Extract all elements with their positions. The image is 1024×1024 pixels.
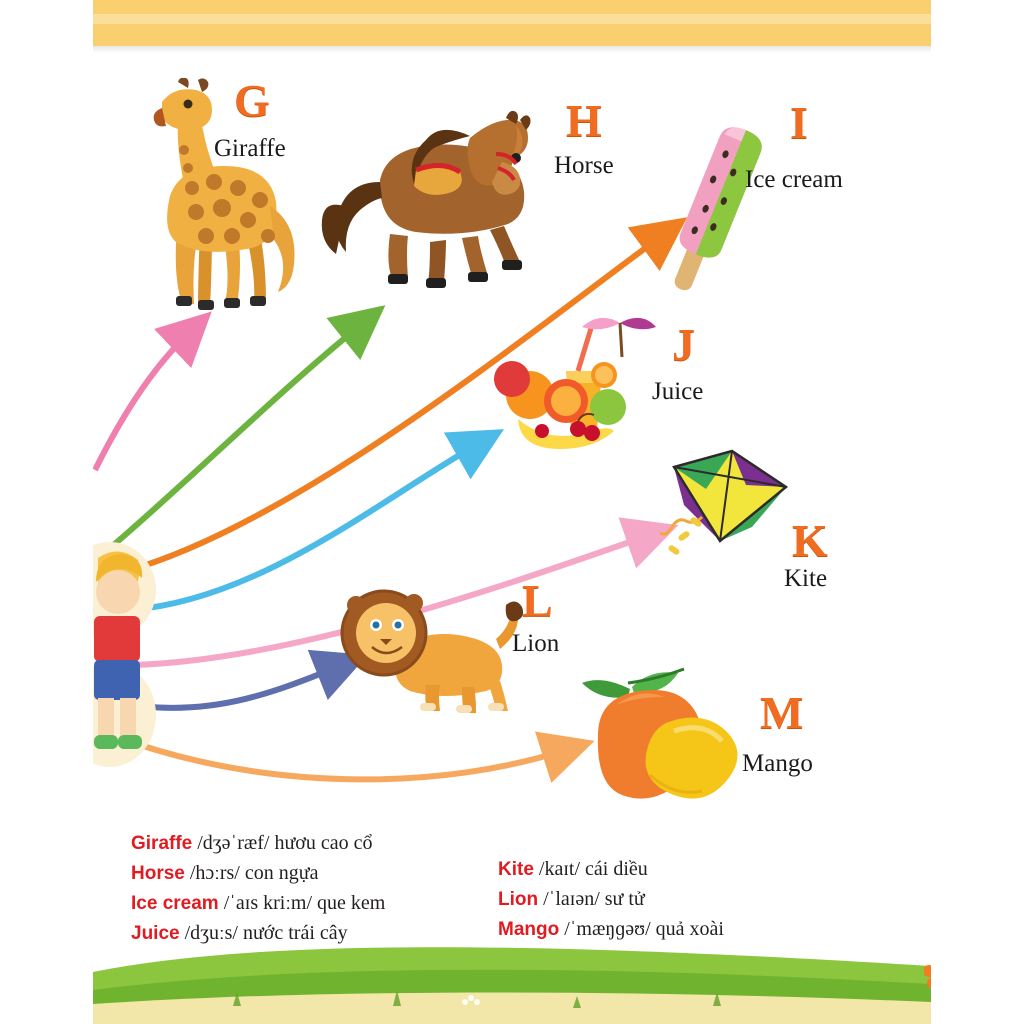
vocab-headword: Juice	[131, 923, 180, 944]
vocab-headword: Lion	[498, 889, 539, 910]
vocab-ipa: /kaɪt/	[538, 858, 581, 880]
left-gutter	[0, 0, 93, 1024]
word-horse: Horse	[554, 152, 614, 179]
vocab-meaning: cái diều	[585, 858, 648, 880]
vocab-headword: Giraffe	[131, 833, 193, 854]
vocab-ipa: /ˈlaɪən/	[543, 888, 600, 910]
vocab-ipa: /dʒəˈræf/	[197, 832, 270, 854]
letter-g: G	[234, 75, 270, 126]
word-ice-cream: Ice cream	[745, 166, 843, 193]
lion-illustration	[336, 575, 526, 715]
giraffe-illustration	[122, 75, 322, 318]
right-gutter	[931, 0, 1024, 1024]
kite-illustration	[660, 445, 800, 585]
letter-i: I	[790, 97, 808, 148]
vocab-headword: Ice cream	[131, 893, 219, 914]
mango-illustration	[570, 665, 750, 815]
word-giraffe: Giraffe	[214, 135, 286, 162]
vocab-meaning: quả xoài	[655, 918, 724, 940]
letter-h: H	[566, 95, 602, 146]
horse-illustration	[320, 110, 550, 295]
word-kite: Kite	[784, 565, 828, 592]
vocab-ipa: /dʒuːs/	[184, 922, 238, 944]
boy-illustration	[88, 530, 158, 770]
letter-k: K	[792, 515, 828, 566]
vocab-meaning: que kem	[317, 892, 386, 914]
vocab-ipa: /ˈmæŋɡəʊ/	[564, 918, 651, 940]
vocab-headword: Horse	[131, 863, 185, 884]
juice-illustration	[470, 315, 660, 450]
letter-l: L	[522, 575, 553, 626]
vocab-item	[498, 858, 724, 881]
vocab-item	[498, 888, 724, 911]
ice-cream-illustration	[646, 125, 806, 310]
vocab-ipa: /ˈaɪs kriːm/	[223, 892, 313, 914]
vocab-item	[131, 862, 385, 885]
vocab-item	[131, 832, 385, 855]
word-lion: Lion	[512, 630, 560, 657]
vocab-meaning: nước trái cây	[242, 922, 348, 944]
bottom-grass-band	[93, 932, 931, 1024]
vocab-headword: Mango	[498, 919, 560, 940]
letter-j: J	[672, 319, 695, 370]
word-mango: Mango	[742, 750, 813, 777]
word-juice: Juice	[652, 378, 704, 405]
letter-m: M	[760, 687, 804, 738]
vocab-item	[131, 892, 385, 915]
vocab-meaning: con ngựa	[244, 862, 319, 884]
vocab-meaning: hươu cao cổ	[274, 832, 373, 854]
vocab-meaning: sư tử	[604, 888, 645, 910]
vocab-headword: Kite	[498, 859, 534, 880]
vocab-ipa: /hɔːrs/	[189, 862, 240, 884]
